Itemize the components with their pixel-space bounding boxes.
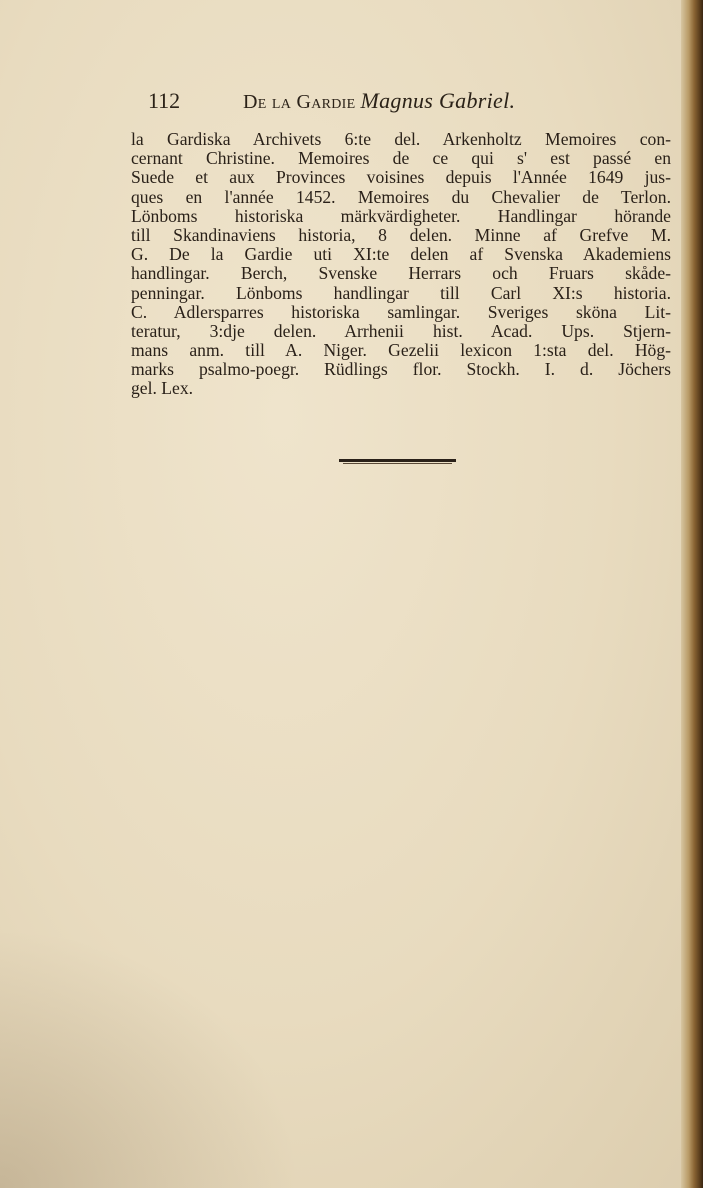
running-head	[243, 88, 515, 114]
text-line: C. Adlersparres historiska samlingar. Sveriges sköna Lit-	[131, 301, 671, 322]
running-head-given-name: Magnus Gabriel.	[360, 88, 516, 113]
text-line: gel. Lex.	[131, 378, 194, 399]
running-head-name: De la Gardie	[243, 91, 356, 113]
text-line: Suede et aux Provinces voisines depuis l'Année 1649 jus-	[131, 167, 671, 188]
page-number: 112	[148, 88, 181, 113]
text-line: teratur, 3:dje delen. Arrhenii hist. Acad. Ups. Stjern-	[131, 320, 671, 341]
page-edge	[681, 0, 703, 1188]
text-line: till Skandinaviens historia, 8 delen. Minne af Grefve M.	[131, 224, 671, 245]
text-line: ques en l'année 1452. Memoires du Chevalier de Terlon.	[131, 186, 671, 207]
text-line: penningar. Lönboms handlingar till Carl XI:s historia.	[131, 282, 671, 303]
body-paragraph	[131, 130, 671, 399]
text-line: la Gardiska Archivets 6:te del. Arkenholtz Memoires con-	[131, 129, 671, 149]
page-header	[148, 86, 568, 120]
end-rule-ornament	[339, 457, 456, 465]
text-line: marks psalmo-poegr. Rüdlings flor. Stockh. I. d. Jöchers	[131, 359, 671, 380]
rule-thin	[343, 463, 452, 464]
rule-thick	[339, 459, 456, 462]
text-line: G. De la Gardie uti XI:te delen af Svenska Akademiens	[131, 244, 671, 265]
text-line: Lönboms historiska märkvärdigheter. Handlingar hörande	[131, 205, 671, 226]
text-line: cernant Christine. Memoires de ce qui s' est passé en	[131, 148, 671, 169]
page-shadow	[0, 928, 300, 1188]
text-line: handlingar. Berch, Svenske Herrars och Fruars skåde-	[131, 263, 671, 284]
text-line: mans anm. till A. Niger. Gezelii lexicon 1:sta del. Hög-	[131, 340, 671, 361]
